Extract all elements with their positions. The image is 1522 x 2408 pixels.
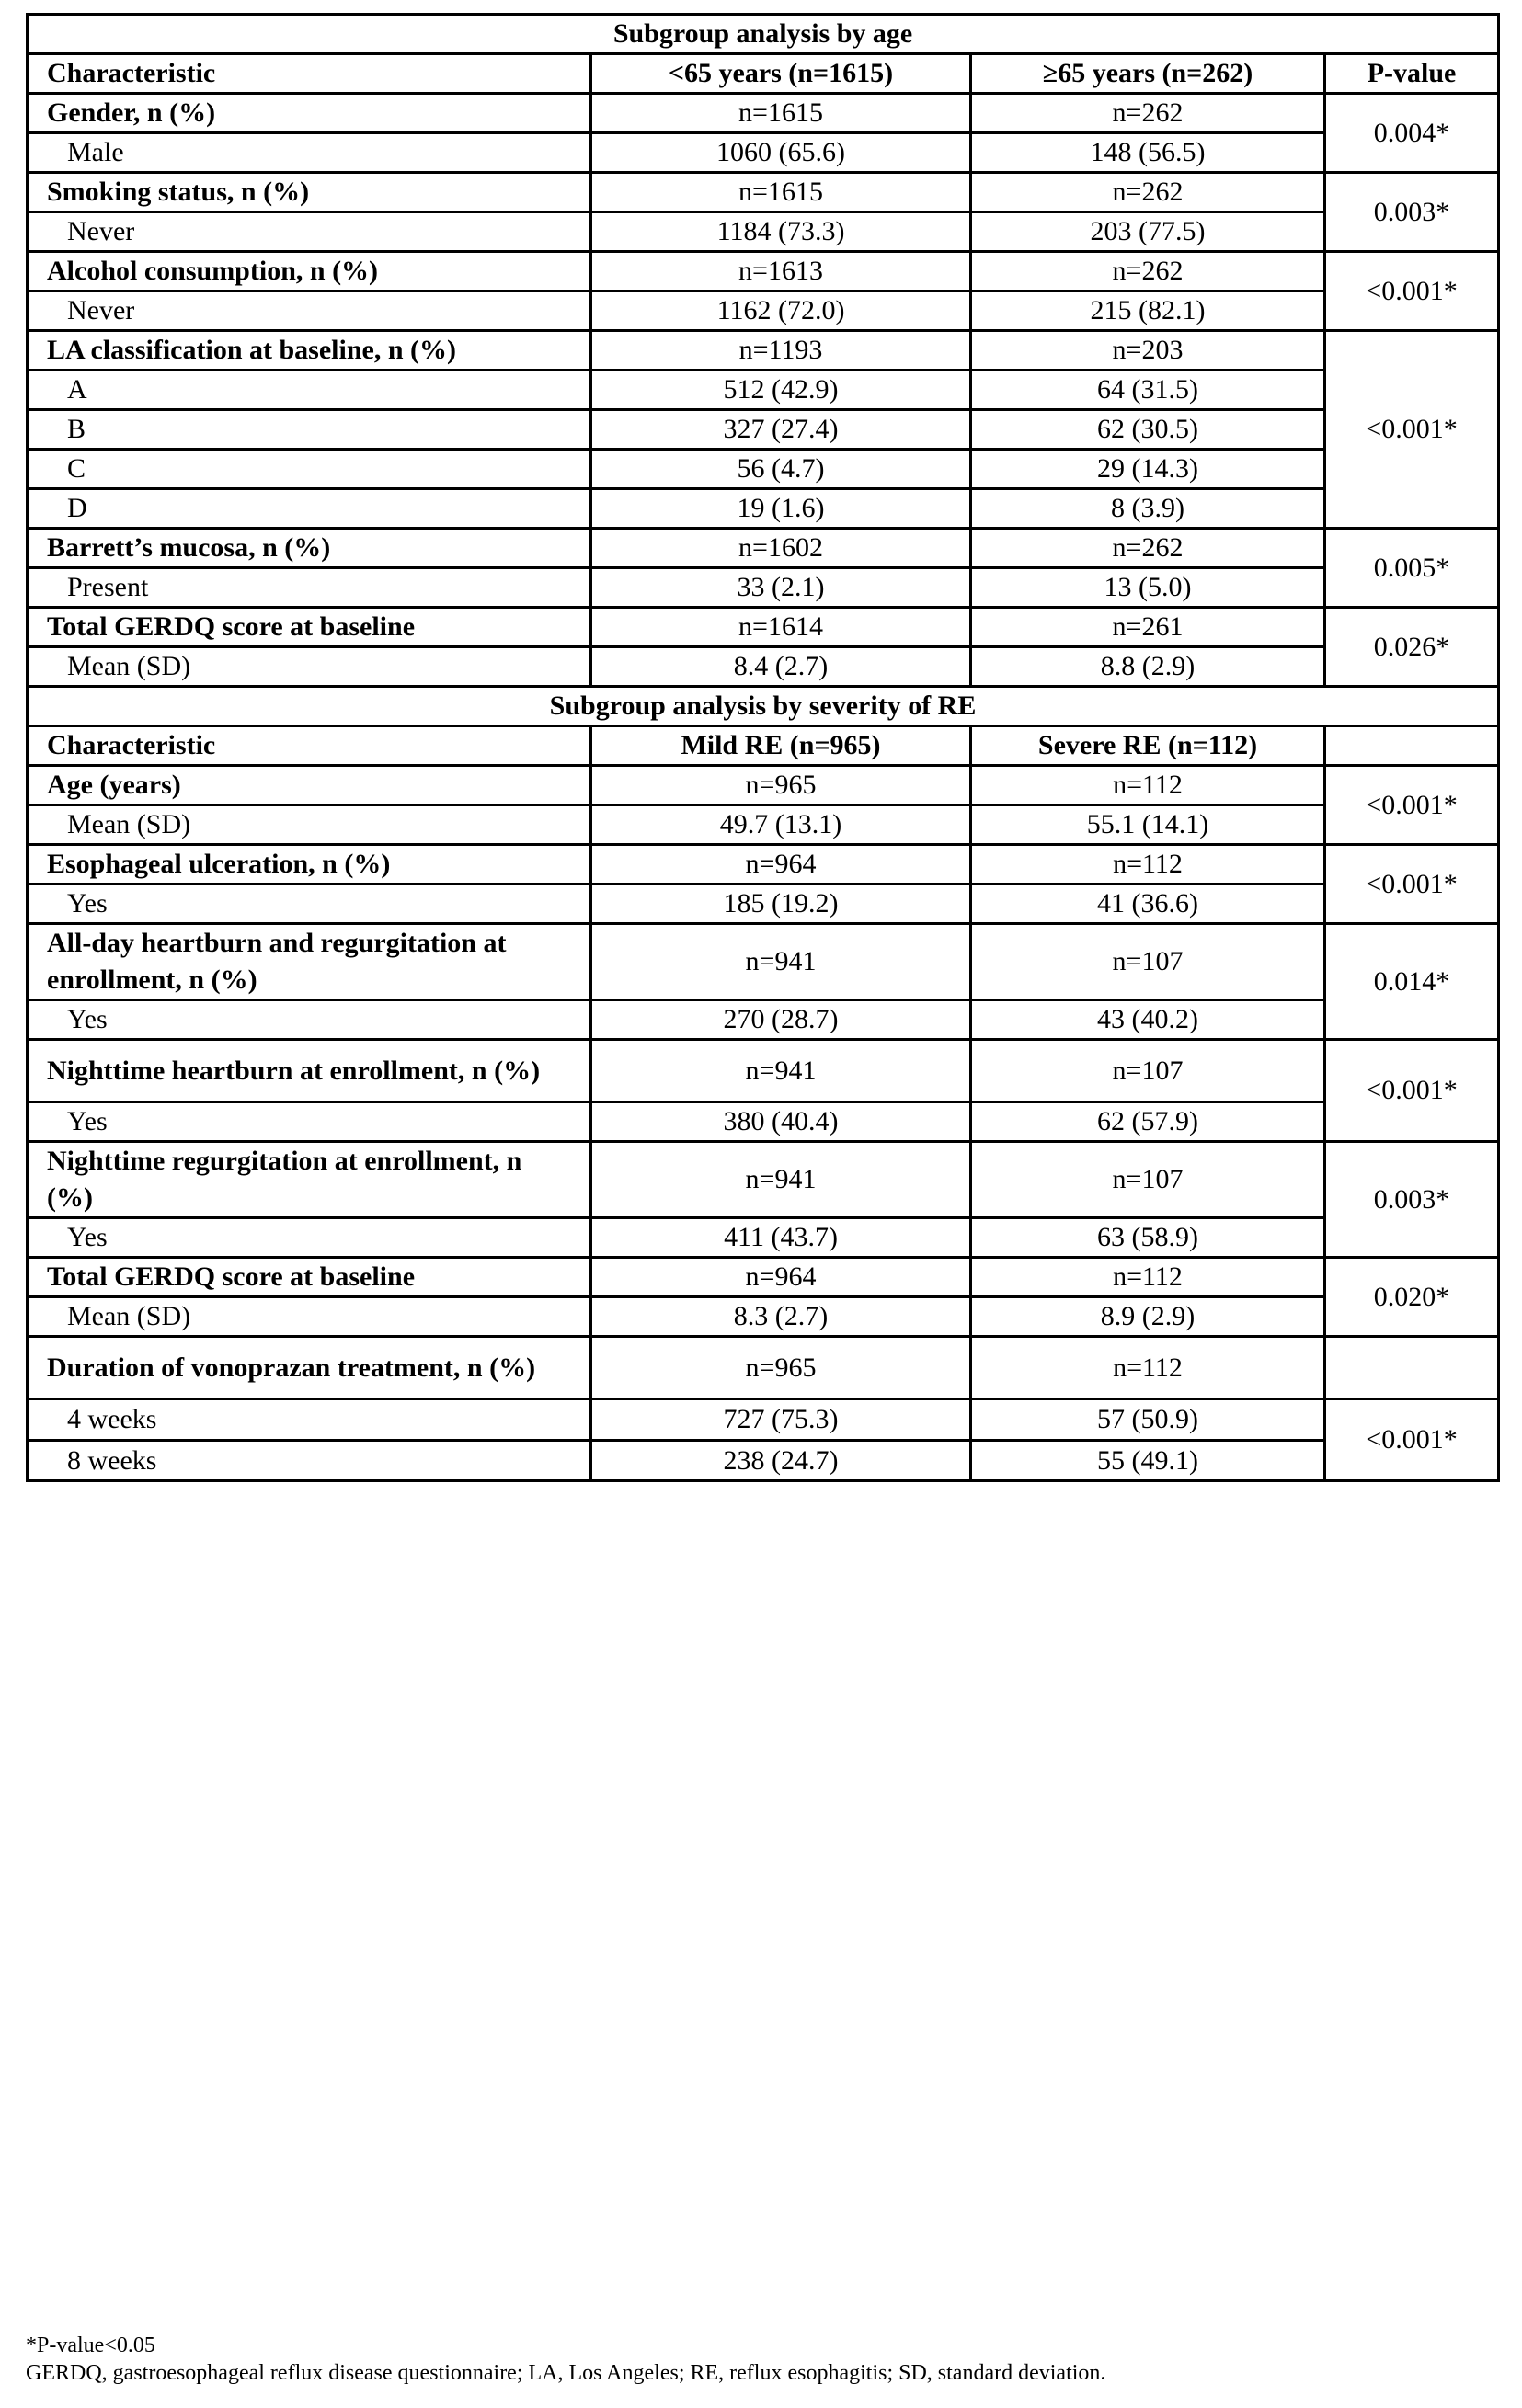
row-value1: 270 (28.7) bbox=[591, 1000, 971, 1040]
data-row bbox=[28, 410, 1499, 450]
row-label: Yes bbox=[28, 884, 591, 924]
row-value1: 512 (42.9) bbox=[591, 371, 971, 410]
section-title: Subgroup analysis by severity of RE bbox=[28, 687, 1499, 726]
row-value1: 8.3 (2.7) bbox=[591, 1297, 971, 1337]
row-label: Mean (SD) bbox=[28, 647, 591, 687]
group-n1: n=1614 bbox=[591, 608, 971, 647]
row-label: Never bbox=[28, 212, 591, 252]
group-n2: n=262 bbox=[971, 252, 1325, 291]
header-col2: Severe RE (n=112) bbox=[971, 726, 1325, 766]
group-row bbox=[28, 924, 1499, 1000]
row-value1: 1162 (72.0) bbox=[591, 291, 971, 331]
pvalue-cell: <0.001* bbox=[1325, 331, 1499, 529]
section-title-row bbox=[28, 687, 1499, 726]
row-label: A bbox=[28, 371, 591, 410]
row-value1: 49.7 (13.1) bbox=[591, 805, 971, 845]
group-label: Smoking status, n (%) bbox=[28, 173, 591, 212]
data-row bbox=[28, 1297, 1499, 1337]
section-title: Subgroup analysis by age bbox=[28, 15, 1499, 54]
data-row bbox=[28, 450, 1499, 489]
header-pvalue bbox=[1325, 726, 1499, 766]
group-label: Nighttime heartburn at enrollment, n (%) bbox=[28, 1040, 591, 1102]
data-row bbox=[28, 371, 1499, 410]
pvalue-cell: 0.014* bbox=[1325, 924, 1499, 1040]
row-value2: 55.1 (14.1) bbox=[971, 805, 1325, 845]
row-value2: 55 (49.1) bbox=[971, 1441, 1325, 1481]
group-row bbox=[28, 1040, 1499, 1102]
group-n2: n=262 bbox=[971, 529, 1325, 568]
group-n1: n=1615 bbox=[591, 94, 971, 133]
group-label: Barrett’s mucosa, n (%) bbox=[28, 529, 591, 568]
group-label: LA classification at baseline, n (%) bbox=[28, 331, 591, 371]
group-label: Duration of vonoprazan treatment, n (%) bbox=[28, 1337, 591, 1399]
group-row bbox=[28, 94, 1499, 133]
group-label: Age (years) bbox=[28, 766, 591, 805]
row-value1: 8.4 (2.7) bbox=[591, 647, 971, 687]
pvalue-cell: <0.001* bbox=[1325, 766, 1499, 845]
row-label: Male bbox=[28, 133, 591, 173]
data-row bbox=[28, 133, 1499, 173]
row-value2: 8.9 (2.9) bbox=[971, 1297, 1325, 1337]
row-value1: 411 (43.7) bbox=[591, 1218, 971, 1258]
row-value1: 1184 (73.3) bbox=[591, 212, 971, 252]
row-label: Never bbox=[28, 291, 591, 331]
footnote-abbreviations: GERDQ, gastroesophageal reflux disease questionnaire; LA, Los Angeles; RE, reflux esophagitis; SD, standard deviation. bbox=[26, 2361, 1106, 2385]
data-row bbox=[28, 291, 1499, 331]
data-row bbox=[28, 489, 1499, 529]
group-n2: n=107 bbox=[971, 1040, 1325, 1102]
pvalue-cell: <0.001* bbox=[1325, 1040, 1499, 1142]
data-row bbox=[28, 1218, 1499, 1258]
group-row bbox=[28, 331, 1499, 371]
row-label: Yes bbox=[28, 1218, 591, 1258]
row-label: 4 weeks bbox=[28, 1399, 591, 1441]
header-row bbox=[28, 54, 1499, 94]
row-value1: 238 (24.7) bbox=[591, 1441, 971, 1481]
pvalue-cell: 0.003* bbox=[1325, 173, 1499, 252]
row-value2: 43 (40.2) bbox=[971, 1000, 1325, 1040]
group-n2: n=107 bbox=[971, 1142, 1325, 1218]
header-characteristic: Characteristic bbox=[28, 726, 591, 766]
group-row bbox=[28, 766, 1499, 805]
group-n2: n=262 bbox=[971, 173, 1325, 212]
row-label: B bbox=[28, 410, 591, 450]
section-title-row bbox=[28, 15, 1499, 54]
group-n1: n=1193 bbox=[591, 331, 971, 371]
row-value2: 62 (30.5) bbox=[971, 410, 1325, 450]
row-label: 8 weeks bbox=[28, 1441, 591, 1481]
pvalue-cell: <0.001* bbox=[1325, 845, 1499, 924]
group-n1: n=1602 bbox=[591, 529, 971, 568]
data-row bbox=[28, 805, 1499, 845]
group-n1: n=964 bbox=[591, 1258, 971, 1297]
row-label: D bbox=[28, 489, 591, 529]
row-label: Mean (SD) bbox=[28, 805, 591, 845]
group-row bbox=[28, 845, 1499, 884]
group-n1: n=941 bbox=[591, 1040, 971, 1102]
row-value2: 215 (82.1) bbox=[971, 291, 1325, 331]
group-n1: n=964 bbox=[591, 845, 971, 884]
pvalue-cell: 0.004* bbox=[1325, 94, 1499, 173]
group-row bbox=[28, 608, 1499, 647]
header-col1: <65 years (n=1615) bbox=[591, 54, 971, 94]
group-row bbox=[28, 252, 1499, 291]
group-row bbox=[28, 1337, 1499, 1399]
header-col1: Mild RE (n=965) bbox=[591, 726, 971, 766]
data-row bbox=[28, 884, 1499, 924]
data-row bbox=[28, 1000, 1499, 1040]
group-label: Nighttime regurgitation at enrollment, n (%) bbox=[28, 1142, 591, 1218]
row-value2: 148 (56.5) bbox=[971, 133, 1325, 173]
row-label: Yes bbox=[28, 1000, 591, 1040]
pvalue-cell: 0.003* bbox=[1325, 1142, 1499, 1258]
row-value1: 56 (4.7) bbox=[591, 450, 971, 489]
group-row bbox=[28, 173, 1499, 212]
group-n2: n=112 bbox=[971, 1337, 1325, 1399]
group-n2: n=261 bbox=[971, 608, 1325, 647]
data-row bbox=[28, 1441, 1499, 1481]
row-value2: 29 (14.3) bbox=[971, 450, 1325, 489]
group-label: Total GERDQ score at baseline bbox=[28, 608, 591, 647]
row-value1: 380 (40.4) bbox=[591, 1102, 971, 1142]
row-value2: 41 (36.6) bbox=[971, 884, 1325, 924]
row-label: Mean (SD) bbox=[28, 1297, 591, 1337]
row-value2: 63 (58.9) bbox=[971, 1218, 1325, 1258]
row-value1: 185 (19.2) bbox=[591, 884, 971, 924]
group-n1: n=941 bbox=[591, 924, 971, 1000]
group-n1: n=965 bbox=[591, 1337, 971, 1399]
pvalue-cell: <0.001* bbox=[1325, 1399, 1499, 1481]
row-value2: 203 (77.5) bbox=[971, 212, 1325, 252]
row-value1: 727 (75.3) bbox=[591, 1399, 971, 1441]
row-value2: 8.8 (2.9) bbox=[971, 647, 1325, 687]
table-footnotes bbox=[26, 2332, 1105, 2387]
header-characteristic: Characteristic bbox=[28, 54, 591, 94]
group-n2: n=262 bbox=[971, 94, 1325, 133]
footnote-significance: *P-value<0.05 bbox=[26, 2334, 155, 2357]
data-row bbox=[28, 212, 1499, 252]
group-n1: n=1615 bbox=[591, 173, 971, 212]
pvalue-cell-empty bbox=[1325, 1337, 1499, 1399]
row-label: C bbox=[28, 450, 591, 489]
pvalue-cell: <0.001* bbox=[1325, 252, 1499, 331]
group-n1: n=1613 bbox=[591, 252, 971, 291]
data-row bbox=[28, 647, 1499, 687]
data-row bbox=[28, 1399, 1499, 1441]
row-value1: 33 (2.1) bbox=[591, 568, 971, 608]
row-value2: 8 (3.9) bbox=[971, 489, 1325, 529]
row-value2: 13 (5.0) bbox=[971, 568, 1325, 608]
pvalue-cell: 0.020* bbox=[1325, 1258, 1499, 1337]
group-label: Esophageal ulceration, n (%) bbox=[28, 845, 591, 884]
group-label: All-day heartburn and regurgitation at enrollment, n (%) bbox=[28, 924, 591, 1000]
group-row bbox=[28, 1258, 1499, 1297]
group-label: Alcohol consumption, n (%) bbox=[28, 252, 591, 291]
pvalue-cell: 0.026* bbox=[1325, 608, 1499, 687]
row-value1: 1060 (65.6) bbox=[591, 133, 971, 173]
pvalue-cell: 0.005* bbox=[1325, 529, 1499, 608]
group-n2: n=112 bbox=[971, 766, 1325, 805]
row-label: Yes bbox=[28, 1102, 591, 1142]
row-value2: 57 (50.9) bbox=[971, 1399, 1325, 1441]
group-row bbox=[28, 529, 1499, 568]
row-value2: 64 (31.5) bbox=[971, 371, 1325, 410]
header-col2: ≥65 years (n=262) bbox=[971, 54, 1325, 94]
row-value2: 62 (57.9) bbox=[971, 1102, 1325, 1142]
group-label: Gender, n (%) bbox=[28, 94, 591, 133]
group-n1: n=965 bbox=[591, 766, 971, 805]
data-row bbox=[28, 568, 1499, 608]
subgroup-analysis-table bbox=[26, 13, 1500, 1482]
header-row bbox=[28, 726, 1499, 766]
group-label: Total GERDQ score at baseline bbox=[28, 1258, 591, 1297]
group-row bbox=[28, 1142, 1499, 1218]
group-n2: n=112 bbox=[971, 845, 1325, 884]
header-pvalue: P-value bbox=[1325, 54, 1499, 94]
data-row bbox=[28, 1102, 1499, 1142]
group-n1: n=941 bbox=[591, 1142, 971, 1218]
group-n2: n=203 bbox=[971, 331, 1325, 371]
row-value1: 19 (1.6) bbox=[591, 489, 971, 529]
group-n2: n=112 bbox=[971, 1258, 1325, 1297]
row-value1: 327 (27.4) bbox=[591, 410, 971, 450]
group-n2: n=107 bbox=[971, 924, 1325, 1000]
row-label: Present bbox=[28, 568, 591, 608]
